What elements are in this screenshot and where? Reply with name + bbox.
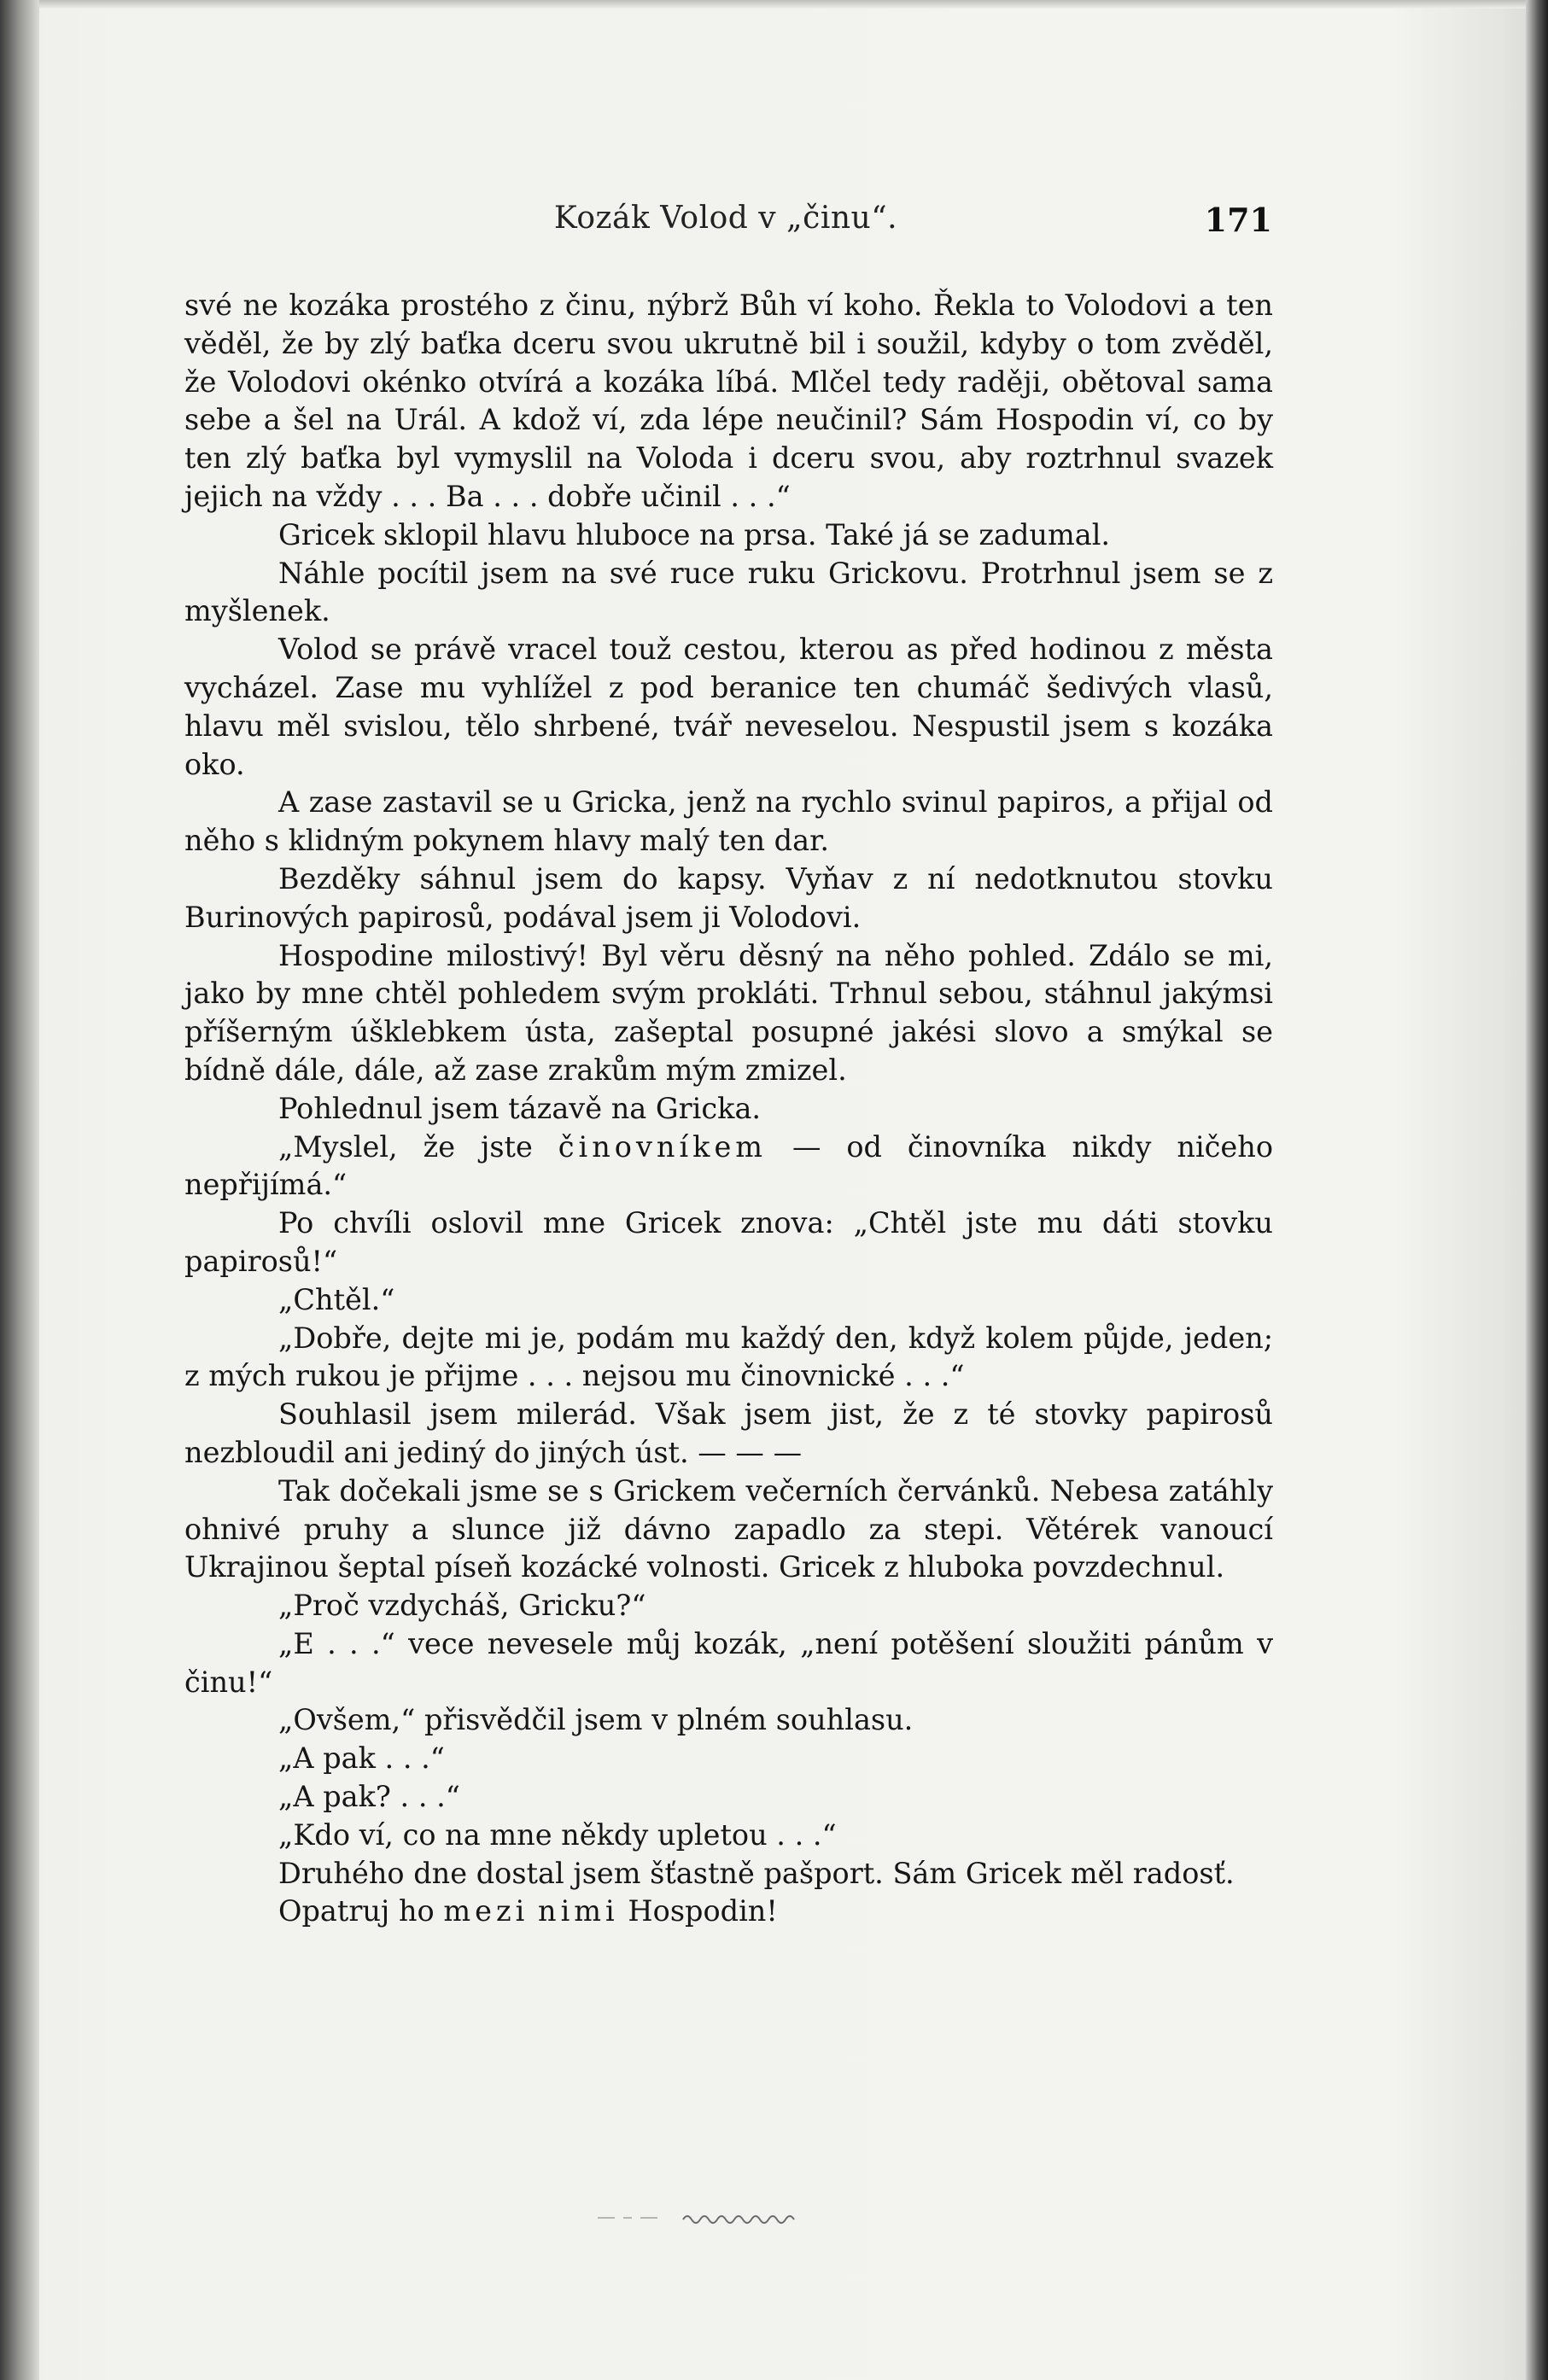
paragraph: Tak dočekali jsme se s Grickem večerních červánků. Nebesa zatáhly ohnivé pruhy a slunce již dávno zapadlo za stepi. Větérek vanoucí Ukrajinou šeptal píseň kozácké volnosti. Gricek z hluboka povzdechnul.: [184, 1473, 1273, 1584]
paragraph: „Dobře, dejte mi je, podám mu každý den, když kolem půjde, jeden; z mých rukou je přijme . . . nejsou mu činovnické . . .“: [184, 1321, 1273, 1393]
page-number: 171: [1204, 201, 1272, 239]
wavy-line-icon: [598, 2209, 854, 2226]
end-ornament: [598, 2209, 854, 2226]
paragraph: Volod se právě vracel touž cestou, kterou as před hodinou z města vycházel. Zase mu vyhlížel z pod beranice ten chumáč šedivých vlasů, hlavu měl svislou, tělo shrbené, tvář neveselou. Nespustil jsem s kozáka oko.: [184, 633, 1273, 781]
text-run: „Myslel, že jste: [278, 1129, 558, 1164]
paragraph: Bezděky sáhnul jsem do kapsy. Vyňav z ní nedotknutou stovku Burinových papirosů, podával jsem ji Volodovi.: [184, 861, 1273, 934]
paragraph: „A pak . . .“: [278, 1741, 445, 1776]
paragraph: Gricek sklopil hlavu hluboce na prsa. Také já se zadumal.: [278, 517, 1111, 551]
text-run: — od činovníka nikdy ničeho nepřijímá.“: [184, 1129, 1273, 1202]
body-text: [184, 287, 1273, 1931]
paragraph: „Proč vzdycháš, Gricku?“: [278, 1589, 646, 1623]
page-top-edge: [0, 0, 1548, 9]
paragraph: A zase zastavil se u Gricka, jenž na rychlo svinul papiros, a přijal od něho s klidným pokynem hlavy malý ten dar.: [184, 785, 1273, 858]
paragraph: Hospodine milostivý! Byl věru děsný na něho pohled. Zdálo se mi, jako by mne chtěl pohledem svým prokláti. Trhnul sebou, stáhnul jakýmsi příšerným úšklebkem ústa, zašeptal posupné jakési slovo a smýkal se bídně dále, dále, až zase zrakům mým zmizel.: [184, 938, 1273, 1087]
paragraph: „Kdo ví, co na mne někdy upletou . . .“: [278, 1817, 837, 1852]
paragraph: „Ovšem,“ přisvědčil jsem v plném souhlasu.: [278, 1703, 914, 1737]
paragraph: „A pak? . . .“: [278, 1780, 460, 1814]
paragraph: Náhle pocítil jsem na své ruce ruku Grickovu. Protrhnul jsem se z myšlenek.: [184, 556, 1273, 628]
paragraph: Druhého dne dostal jsem šťastně pašport. Sám Gricek měl radosť.: [278, 1856, 1235, 1890]
page-right-edge: [1526, 0, 1548, 2380]
spaced-word: nimi: [538, 1894, 619, 1928]
paragraph-opatruj: [184, 1893, 1273, 1931]
paragraph: Pohlednul jsem tázavě na Gricka.: [278, 1091, 762, 1125]
spaced-word: činovníkem: [558, 1129, 768, 1164]
paragraph: své ne kozáka prostého z činu, nýbrž Bůh ví koho. Řekla to Volodovi a ten věděl, že by zlý baťka dceru svou ukrutně bil i soužil, kdyby o tom zvěděl, že Volodovi okénko otvírá a kozáka líbá. Mlčel tedy raději, obětoval sama sebe a šel na Urál. A kdož ví, zda lépe neučinil? Sám Hospodin ví, co by ten zlý baťka byl vymyslil na Voloda i dceru svou, aby roztrhnul svazek jejich na vždy . . . Ba . . . dobře učinil . . .“: [184, 289, 1273, 513]
text-run: [529, 1894, 538, 1928]
paragraph-myslel: [184, 1129, 1273, 1205]
text-run: Opatruj ho: [278, 1894, 444, 1928]
paragraph: Po chvíli oslovil mne Gricek znova: „Chtěl jste mu dáti stovku papirosů!“: [184, 1206, 1273, 1278]
spaced-word: mezi: [443, 1894, 529, 1928]
paragraph: Souhlasil jsem milerád. Však jsem jist, že z té stovky papirosů nezbloudil ani jediný do jiných úst. — — —: [184, 1397, 1273, 1469]
paragraph: „Chtěl.“: [278, 1282, 395, 1316]
running-title: Kozák Volod v „činu“.: [553, 201, 898, 236]
page-left-edge: [0, 0, 39, 2380]
page-header: [179, 201, 1272, 252]
text-run: Hospodin!: [618, 1894, 778, 1928]
paragraph: „E . . .“ vece nevesele můj kozák, „není potěšení sloužiti pánům v činu!“: [184, 1626, 1273, 1699]
